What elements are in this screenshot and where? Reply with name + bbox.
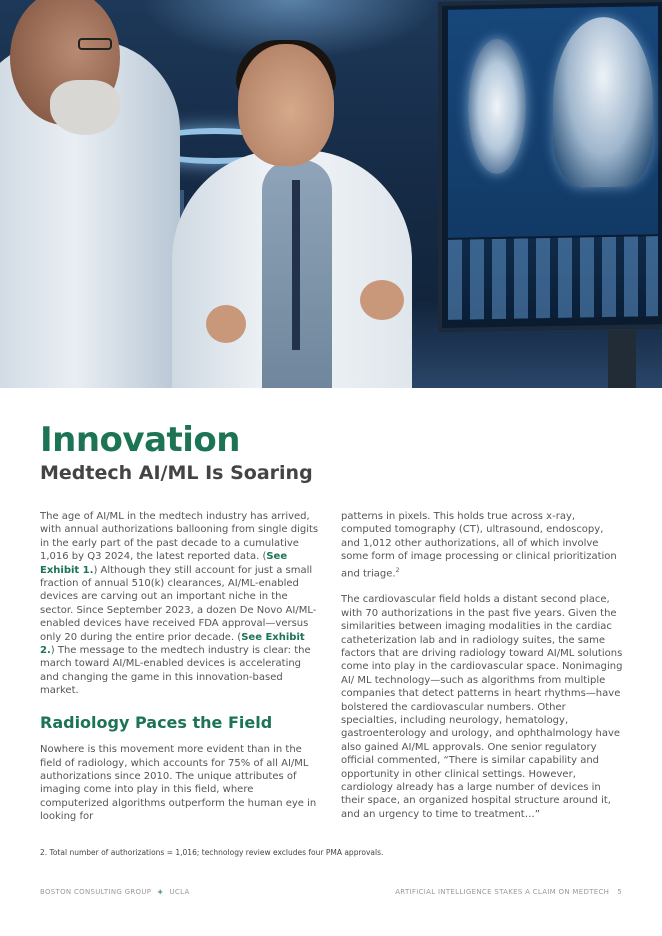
glasses xyxy=(78,38,112,50)
exhibit-1-link[interactable]: See Exhibit 1. xyxy=(40,551,288,576)
monitor-stand xyxy=(608,330,636,388)
monitor-control-panel xyxy=(448,236,658,320)
radiology-paragraph: Nowhere is this movement more evident than in the field of radiology, which accounts for 75% of all AI/ML authorizations since 2010. The unique attributes of imaging come into play in this field, where computerized algorithms outperform the human eye in looking for xyxy=(40,744,317,823)
footer-left xyxy=(40,888,190,896)
hand-left xyxy=(206,305,246,343)
intro-text-2: ) Although they still account for just a small fraction of annual 510(k) clearances, AI/ML-enabled devices are carving out an important niche in the sector. Since September 2023, a dozen De Novo AI/ML-enabled devices have received FDA approval—versus only 20 during the entire prior decade. ( xyxy=(40,564,317,643)
footer-org-2: UCLA xyxy=(169,888,190,896)
intro-text-3: ) The message to the medtech industry is clear: the march toward AI/ML-enabled devices is accelerating and changing the game in this innovation-based market. xyxy=(40,645,311,697)
patterns-paragraph xyxy=(341,510,623,580)
doctor-right-head xyxy=(238,44,334,166)
footer-org-1: BOSTON CONSULTING GROUP xyxy=(40,888,152,896)
right-column xyxy=(341,510,623,834)
doctor-left-beard xyxy=(50,80,120,135)
hero-photo xyxy=(0,0,662,388)
footer-plus: + xyxy=(157,888,164,896)
brain-scan-axial xyxy=(468,38,526,174)
cardiovascular-paragraph: The cardiovascular field holds a distant second place, with 70 authorizations in the past five years. Given the similarities between imaging modalities in the cardiac catheterization lab and in radiology suites, the same factors that are driving radiology toward AI/ML solutions come into play in the cardiovascular space. Nonimaging AI/ ML technology—such as algorithms from multiple companies that detect patterns in heart rhythms—have bolstered the cardiovascular numbers. Other specialties, including neurology, hematology, gastroenterology and urology, and ophthalmology have also gained AI/ML approvals. One senior regulatory official commented, “There is similar capability and opportunity in other clinical settings. However, cardiology already has a large number of devices in their space, an organized hospital structure around it, and an urgency to time to treatment…” xyxy=(341,594,623,820)
section-heading: Radiology Paces the Field xyxy=(40,712,273,732)
medical-monitor xyxy=(438,0,662,332)
exhibit-2-link[interactable]: See Exhibit 2. xyxy=(40,631,305,657)
lanyard xyxy=(292,180,300,350)
footnote-ref: 2 xyxy=(395,566,400,574)
left-column xyxy=(40,510,322,837)
footer-right xyxy=(395,888,622,896)
page-subtitle: Medtech AI/ML Is Soaring xyxy=(40,462,313,484)
patterns-text: patterns in pixels. This holds true across x-ray, computed tomography (CT), ultrasound, endoscopy, and 1,012 other authorizations, all of which involve some form of image processing or clinical prioritization and triage. xyxy=(341,511,617,579)
page-number: 5 xyxy=(617,888,622,896)
intro-text-1: The age of AI/ML in the medtech industry has arrived, with annual authorizations ballooning from single digits in the early part of the past decade to a cumulative 1,016 by Q3 2024, the latest reported data. ( xyxy=(40,511,319,563)
hand-right xyxy=(360,280,404,320)
intro-paragraph xyxy=(40,510,322,698)
page-title: Innovation xyxy=(40,420,240,460)
footnote: 2. Total number of authorizations = 1,016; technology review excludes four PMA approvals. xyxy=(40,848,384,857)
brain-scan-sagittal xyxy=(553,16,653,188)
monitor-screen xyxy=(448,6,658,238)
footer-report-title: ARTIFICIAL INTELLIGENCE STAKES A CLAIM ON MEDTECH xyxy=(395,888,610,896)
